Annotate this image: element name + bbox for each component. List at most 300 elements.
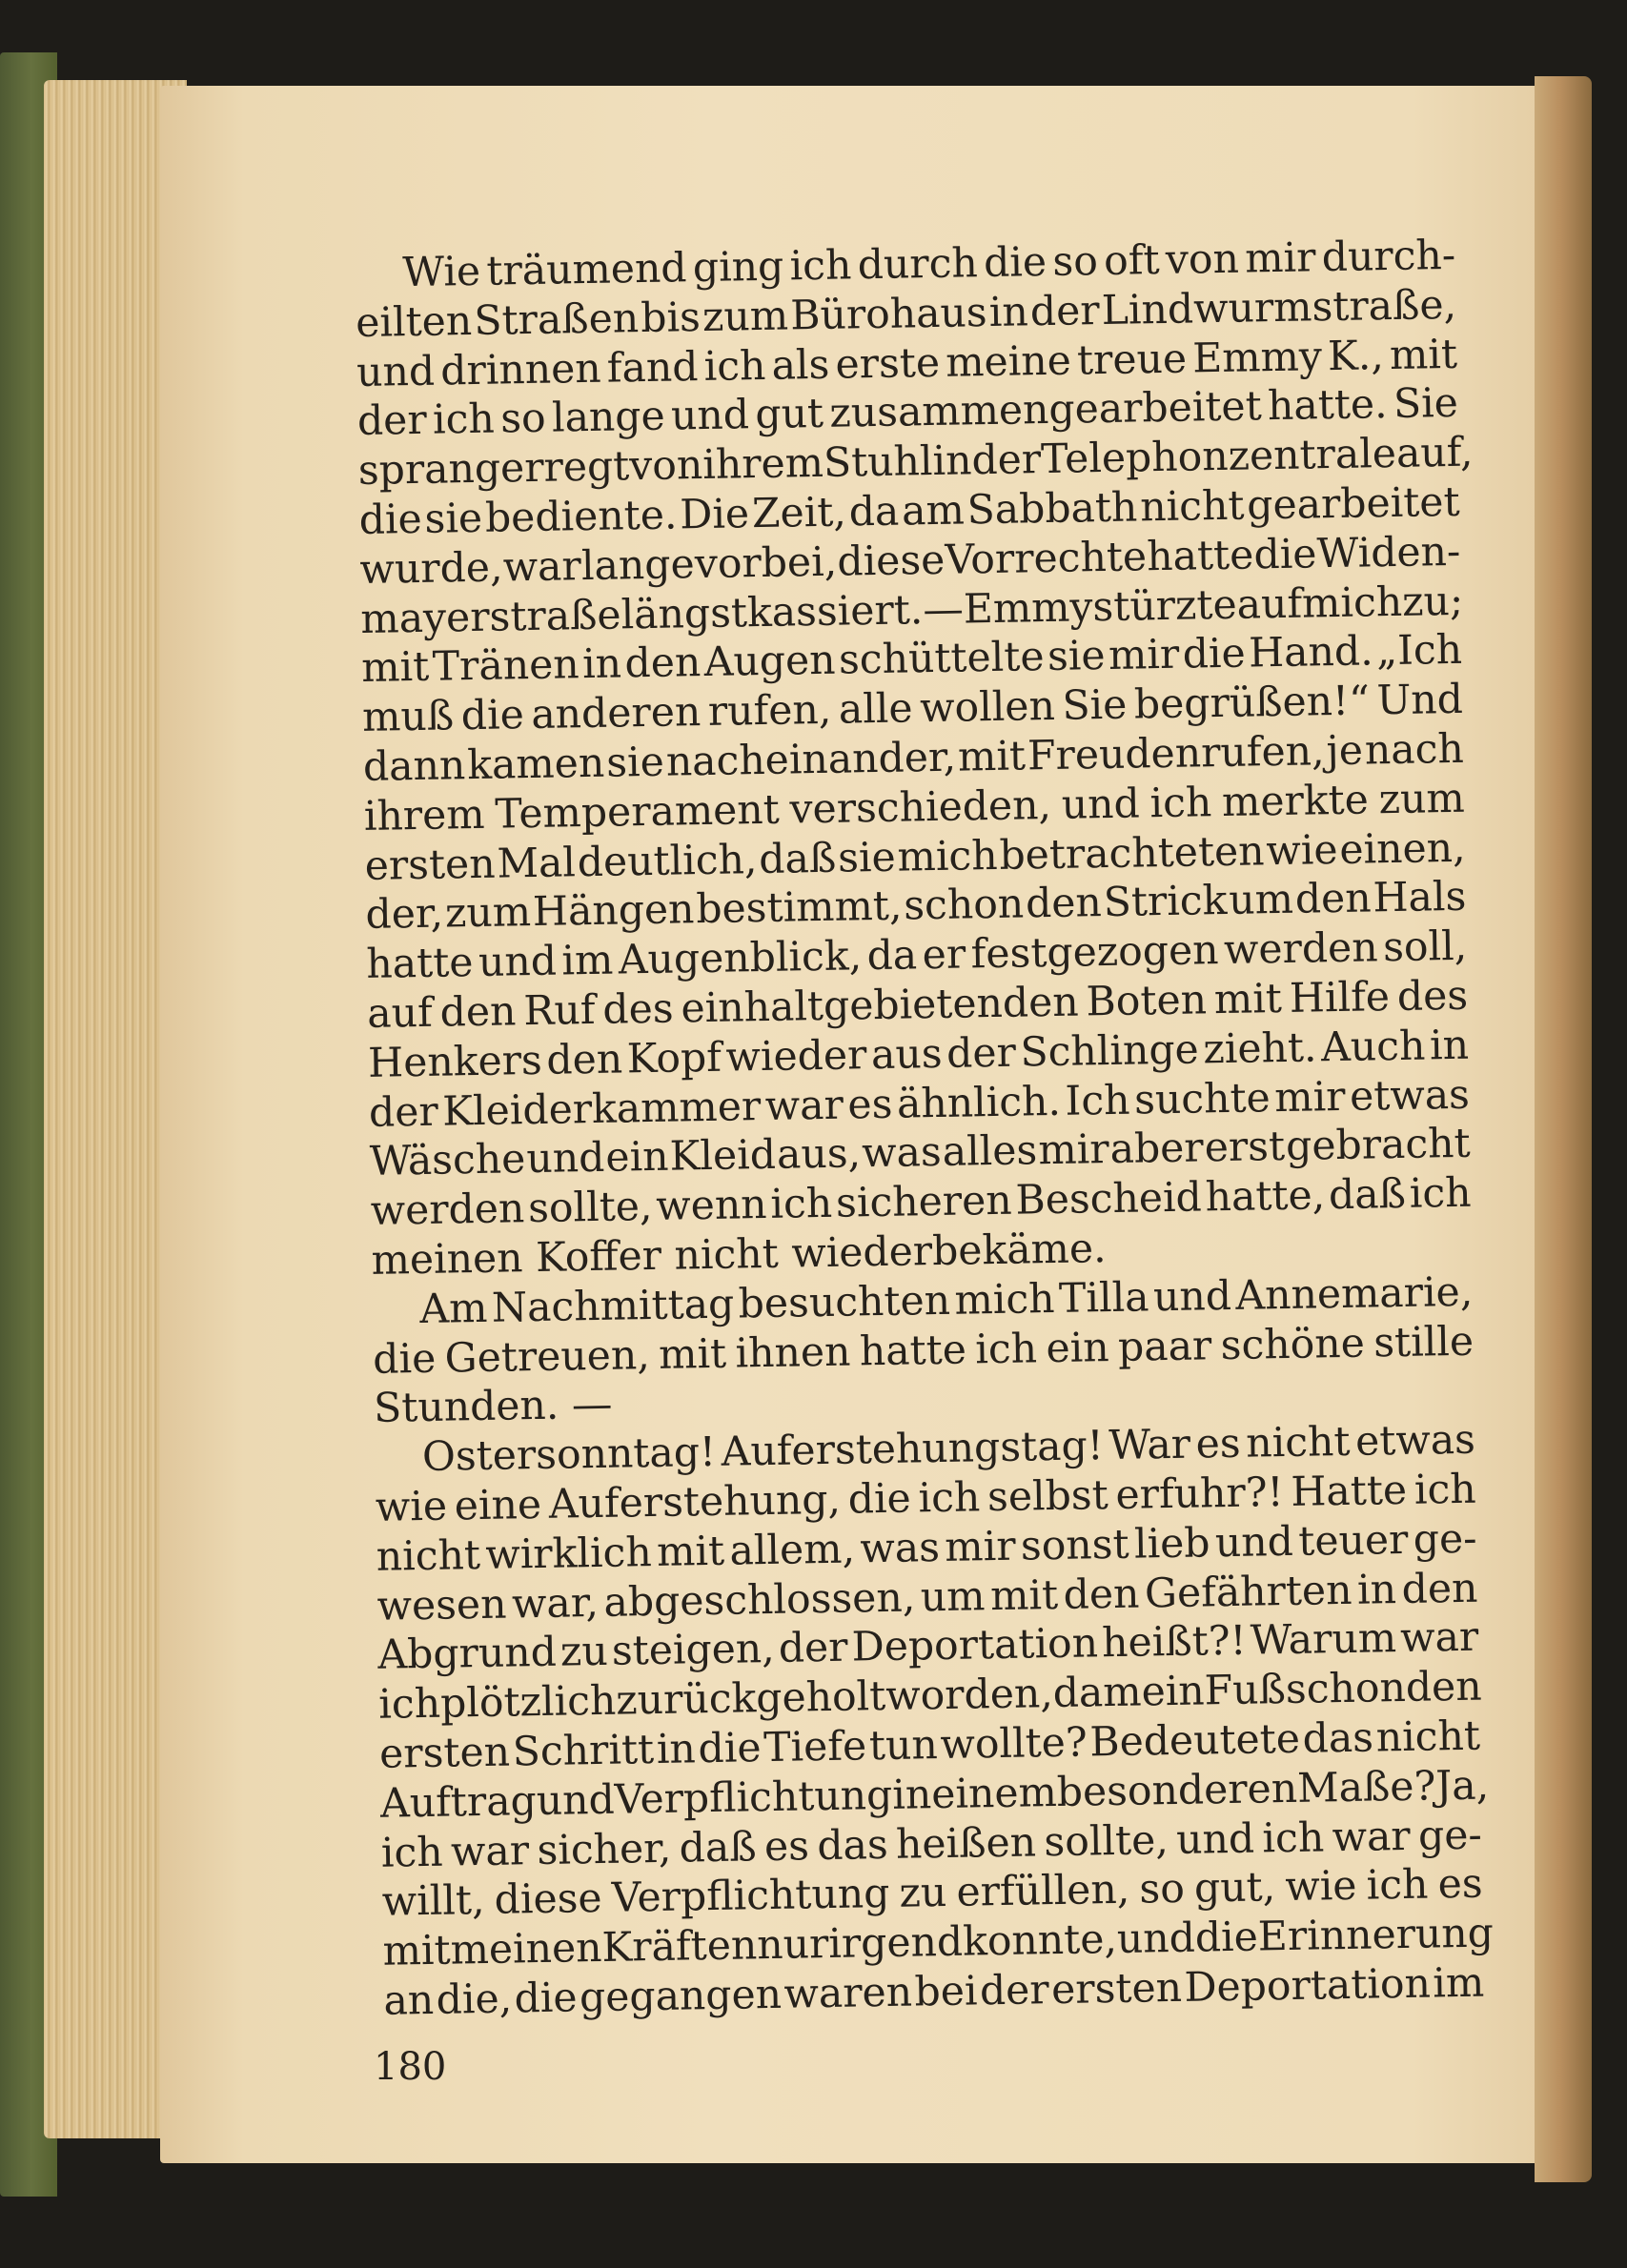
word: erste [835, 339, 941, 389]
word: einem [930, 1769, 1058, 1818]
word: ersten [1050, 1964, 1183, 2015]
word: die [460, 692, 525, 740]
word: zum [444, 889, 532, 938]
word: Augenblick, [618, 933, 863, 984]
word: die [372, 1335, 437, 1384]
word: ein [1046, 1324, 1110, 1372]
word: steigen, [611, 1626, 776, 1676]
word: Sabbath [966, 484, 1138, 535]
word: Ostersonntag! [421, 1429, 717, 1482]
word: zu; [1401, 577, 1464, 626]
word: Bedeutete [1088, 1715, 1301, 1767]
word: begrüßen!“ [1133, 678, 1371, 729]
word: die [358, 496, 423, 544]
word: hatte, [1205, 1172, 1326, 1222]
word: deutlich, [577, 836, 758, 886]
word: bis [640, 294, 702, 342]
word: drinnen [439, 345, 602, 395]
word: daß [1328, 1170, 1407, 1220]
word: nicht [1245, 1418, 1351, 1468]
word: schöne [1220, 1320, 1366, 1369]
word: und [670, 392, 750, 440]
word: wurde, [359, 544, 503, 594]
word: lange [580, 540, 696, 590]
word: Hals [1373, 874, 1467, 922]
word: Schlinge [1020, 1026, 1200, 1077]
word: Verpflichtung [611, 1871, 890, 1923]
word: war [1332, 1812, 1412, 1861]
word: treue [1076, 335, 1188, 385]
word: Bürohaus [789, 289, 988, 340]
word: Temperament [494, 786, 781, 839]
word: gut, [1193, 1864, 1276, 1913]
word: von [628, 442, 703, 491]
word: wollen [919, 683, 1056, 733]
word: den [439, 988, 517, 1037]
word: die [1194, 1914, 1259, 1962]
word: ich [1149, 779, 1212, 828]
word: durch- [1321, 232, 1456, 282]
word: Sie [1393, 380, 1459, 429]
word: sie [605, 739, 665, 787]
word: Strick [1103, 878, 1228, 927]
word: wie [1284, 1863, 1357, 1912]
word: selbst [986, 1471, 1109, 1522]
word: die, [436, 1975, 513, 2024]
word: wie [1266, 826, 1338, 875]
word: Auferstehung, [548, 1476, 842, 1529]
word: ging [692, 243, 784, 293]
word: ein [605, 1134, 669, 1183]
word: meinen [371, 1235, 523, 1285]
word: in [1356, 1566, 1397, 1614]
word: wirklich [484, 1529, 653, 1579]
word: aber [1109, 1124, 1205, 1174]
word: ähnlich. [896, 1078, 1062, 1128]
word: alle [838, 685, 913, 734]
word: je [1326, 727, 1364, 776]
word: schüttelte [838, 634, 1045, 685]
word: und [478, 938, 558, 987]
word: Mal [497, 839, 577, 888]
word: der [1029, 287, 1100, 336]
word: als [771, 341, 830, 390]
word: ge- [1417, 1812, 1483, 1860]
word: etwas [1354, 1416, 1476, 1466]
word: ich [789, 242, 852, 291]
word: gebracht [1285, 1121, 1472, 1171]
word: und [526, 1135, 605, 1184]
word: Auch [1320, 1023, 1426, 1072]
word: wenn [655, 1182, 767, 1231]
word: mich [1301, 578, 1403, 628]
word: ich [377, 1680, 441, 1729]
word: in [581, 640, 622, 689]
word: war [502, 542, 582, 592]
word: im [1432, 1959, 1485, 2008]
word: Emmy [963, 583, 1093, 634]
word: Hand. [1248, 628, 1374, 678]
word: Deportation [851, 1620, 1099, 1671]
word: den [546, 1036, 623, 1084]
word: da [1052, 1670, 1104, 1718]
word: vorbei, [694, 538, 838, 588]
word: zum [1378, 775, 1466, 824]
word: gut [754, 391, 824, 439]
word: fand [606, 343, 699, 393]
word: oft [1103, 237, 1160, 285]
word: mayerstraße [360, 591, 622, 643]
word: und [1214, 1518, 1294, 1567]
word: Kräften [601, 1922, 758, 1973]
word: eine [454, 1481, 542, 1530]
word: Stunden. [373, 1382, 559, 1433]
word: Am [419, 1285, 488, 1333]
word: ich [770, 1180, 833, 1229]
word: Hatte [1290, 1467, 1408, 1516]
page-gutter [1535, 76, 1592, 2182]
word: Boten [1086, 977, 1208, 1026]
word: auf [1236, 580, 1303, 629]
word: besuchten [738, 1277, 951, 1328]
word: mich [897, 832, 999, 881]
word: gegangen [579, 1971, 783, 2022]
word: Tilla [1058, 1274, 1149, 1323]
word: bediente. [484, 492, 678, 542]
word: da [848, 488, 900, 537]
word: mir [1108, 632, 1180, 680]
word: Koffer [535, 1232, 662, 1282]
word: Kopf [626, 1034, 722, 1083]
word: Stuhl [823, 438, 933, 488]
word: war [450, 1827, 530, 1876]
word: Getreuen, [444, 1331, 651, 1383]
word: mir [1273, 1073, 1346, 1122]
word: mit [989, 1571, 1059, 1620]
word: die [514, 1974, 578, 2023]
word: Schritt [512, 1726, 655, 1776]
word: um [920, 1572, 986, 1621]
word: in [988, 289, 1029, 336]
word: der [356, 397, 428, 446]
word: Deportation [1184, 1960, 1432, 2012]
word: Zeit, [751, 489, 847, 538]
word: Vorrechte [945, 534, 1148, 584]
word: willt, [381, 1877, 485, 1927]
word: soll, [1382, 922, 1468, 972]
word: daß [679, 1823, 758, 1873]
word: Wäsche [369, 1136, 526, 1186]
word: Henkers [367, 1037, 543, 1087]
word: waren [783, 1969, 913, 2018]
word: zusammengearbeitet [829, 383, 1263, 438]
word: sie [1047, 633, 1106, 681]
word: Auftrag [379, 1777, 538, 1828]
word: nicht [1375, 1712, 1481, 1762]
word: der [979, 1967, 1050, 2015]
word: anderen [530, 689, 702, 739]
word: kassiert. [746, 586, 924, 637]
word: Ich [1065, 1077, 1130, 1125]
word: es [1195, 1420, 1242, 1468]
word: verschieden, [789, 781, 1052, 834]
word: nacheinander, [665, 734, 957, 786]
word: den [624, 639, 702, 688]
word: sie [424, 495, 483, 543]
word: werden [370, 1185, 525, 1235]
word: Straßen [473, 294, 640, 345]
word: bei [914, 1968, 978, 2016]
word: den [1063, 1570, 1140, 1619]
word: Abgrund [377, 1630, 558, 1680]
word: Tiefe [763, 1723, 867, 1772]
word: was [861, 1129, 943, 1178]
word: ich [432, 395, 496, 445]
word: besonderen [1056, 1765, 1298, 1816]
word: des [602, 985, 674, 1034]
word: war [1399, 1613, 1479, 1663]
word: Nachmittag [491, 1281, 735, 1332]
word: träumend [486, 245, 687, 295]
word: meinen [450, 1925, 602, 1974]
word: lieb [1133, 1520, 1210, 1569]
word: sie [837, 834, 897, 882]
word: worden, [885, 1671, 1054, 1721]
page-number: 180 [374, 2045, 447, 2089]
word: gearbeitet [1246, 478, 1460, 530]
word: zu [559, 1629, 609, 1676]
word: zurückgeholt [615, 1673, 886, 1725]
word: er [922, 931, 966, 980]
word: Augen [703, 638, 836, 687]
word: Bescheid [1015, 1174, 1203, 1225]
word: in [656, 1726, 697, 1773]
word: mit [957, 733, 1027, 781]
word: „Ich [1375, 627, 1463, 676]
word: teuer [1297, 1516, 1409, 1566]
word: an [383, 1976, 435, 2025]
word: aus [870, 1030, 943, 1079]
word: wieder [725, 1031, 867, 1082]
word: diese [494, 1875, 602, 1925]
word: ich [1366, 1861, 1429, 1910]
word: ich [703, 342, 766, 391]
word: so [499, 395, 547, 443]
word: Sie [1062, 681, 1128, 730]
word: der [368, 1088, 439, 1137]
word: nicht [1139, 482, 1245, 532]
word: Hängen [532, 886, 695, 937]
word: hatte [366, 940, 474, 989]
word: es [847, 1081, 893, 1129]
word: einhaltgebietenden [681, 979, 1080, 1033]
word: was [859, 1524, 941, 1573]
word: K., [1327, 332, 1385, 380]
word: mir [1244, 234, 1316, 283]
word: es [763, 1822, 810, 1871]
word: in [932, 437, 972, 486]
word: stürzte [1092, 581, 1238, 631]
word: den [1294, 875, 1373, 924]
word: ich [380, 1829, 444, 1877]
word: Erinnerung [1257, 1910, 1495, 1961]
word: die [1182, 630, 1247, 679]
word: sicheren [835, 1177, 1013, 1227]
word: so [1052, 238, 1099, 286]
word: zu [899, 1870, 947, 1918]
word: wollte? [940, 1719, 1088, 1769]
word: alles [942, 1127, 1038, 1177]
word: das [1302, 1714, 1374, 1763]
word: die [698, 1725, 762, 1773]
word: paar [1117, 1322, 1212, 1371]
word: und [356, 348, 436, 396]
word: der [778, 1624, 848, 1673]
word: mit [658, 1330, 727, 1379]
word: muß [361, 693, 455, 742]
word: erst [1204, 1124, 1286, 1172]
word: stille [1373, 1318, 1474, 1367]
word: ich [1413, 1466, 1477, 1514]
word: ersten [378, 1729, 511, 1778]
word: mich [954, 1275, 1055, 1325]
word: ich [918, 1474, 981, 1523]
word: so [1139, 1866, 1186, 1914]
word: ich [1262, 1813, 1325, 1862]
word: und [536, 1776, 616, 1825]
word: Hilfe [1289, 974, 1391, 1023]
word: ge- [1413, 1515, 1477, 1564]
word: plötzlich [439, 1677, 617, 1728]
word: Kleiderkammer [441, 1083, 762, 1136]
word: mit [1389, 331, 1458, 379]
word: etwas [1349, 1071, 1471, 1121]
word: rufen, [707, 686, 832, 737]
word: hatte [1146, 532, 1254, 581]
word: nach [1364, 725, 1465, 775]
word: Fuß [1204, 1667, 1287, 1715]
body-text [355, 232, 1495, 2027]
word: die [1253, 531, 1317, 579]
word: mir [1037, 1126, 1109, 1175]
word: erregt [499, 443, 630, 493]
word: ich [974, 1325, 1038, 1373]
word: abgeschlossen, [603, 1573, 916, 1627]
word: einen, [1339, 824, 1466, 874]
word: War [1108, 1421, 1191, 1470]
word: meine [945, 337, 1072, 387]
word: kamen [466, 739, 605, 790]
word: und [1116, 1914, 1196, 1964]
word: konnte, [962, 1916, 1118, 1966]
word: irgend [827, 1918, 964, 1969]
word: Ruf [522, 986, 596, 1036]
word: heißen [895, 1818, 1037, 1869]
word: in [1429, 1022, 1470, 1070]
word: Annemarie, [1235, 1268, 1474, 1320]
word: nur [756, 1921, 829, 1970]
word: Maße? [1296, 1763, 1436, 1812]
word: daß [758, 835, 837, 883]
word: merkte [1221, 777, 1370, 826]
word: sicher, [537, 1825, 672, 1874]
word: im [561, 937, 614, 985]
word: sprang [357, 445, 501, 496]
word: hatte [859, 1326, 967, 1375]
word: Freudenrufen, [1027, 728, 1325, 780]
word: und [1152, 1272, 1232, 1321]
word: tun [868, 1721, 939, 1771]
word: um [1228, 877, 1294, 925]
word: mit [360, 644, 430, 693]
word: den [1401, 1565, 1478, 1613]
word: nicht [674, 1230, 780, 1280]
word: zieht. [1202, 1024, 1317, 1074]
word: lange [551, 394, 666, 442]
word: betrachteten [999, 827, 1265, 880]
word: des [1396, 972, 1469, 1021]
word: schon [903, 881, 1025, 930]
word: erfüllen, [956, 1867, 1130, 1917]
word: mit [1213, 975, 1283, 1024]
word: den [1025, 880, 1103, 928]
word: Die [679, 491, 750, 539]
word: bestimmt, [695, 882, 903, 934]
word: den [1405, 1663, 1483, 1712]
word: — [571, 1382, 613, 1429]
word: der [946, 1029, 1017, 1078]
word: auf, [1395, 429, 1474, 478]
word: mit [656, 1528, 725, 1576]
word: Warum [1250, 1615, 1397, 1665]
word: nicht [376, 1531, 481, 1581]
word: werden [1223, 924, 1379, 975]
word: Verpflichtung [614, 1772, 893, 1824]
word: sollte, [527, 1184, 653, 1233]
word: aus, [776, 1130, 862, 1180]
word: da [866, 932, 918, 981]
word: längst [620, 589, 748, 638]
word: von [1165, 235, 1240, 284]
word: und [1175, 1815, 1255, 1864]
word: die [983, 238, 1047, 288]
word: mit [382, 1927, 452, 1975]
word: diese [837, 537, 946, 586]
word: mir [944, 1523, 1016, 1571]
word: Gefährten [1144, 1567, 1352, 1617]
word: Emmy [1191, 333, 1323, 383]
word: wesen [376, 1581, 507, 1630]
word: hatte. [1267, 381, 1389, 431]
word: eilten [355, 297, 473, 347]
word: mein [1102, 1668, 1206, 1717]
word: Auferstehungstag! [721, 1423, 1105, 1476]
word: ihnen [735, 1328, 851, 1378]
word: durch [857, 240, 979, 290]
word: wie [375, 1483, 448, 1531]
word: ersten [364, 840, 497, 890]
word: der [971, 436, 1042, 485]
word: war, [511, 1579, 600, 1628]
word: Und [1376, 676, 1464, 725]
word: Tränen [432, 641, 580, 692]
word: ihrem [702, 440, 824, 490]
word: sollte, [1044, 1816, 1169, 1866]
word: Telephonzentrale [1040, 431, 1397, 484]
word: auf [366, 989, 434, 1038]
word: ich [1409, 1169, 1472, 1218]
word: heißt?! [1101, 1618, 1247, 1668]
